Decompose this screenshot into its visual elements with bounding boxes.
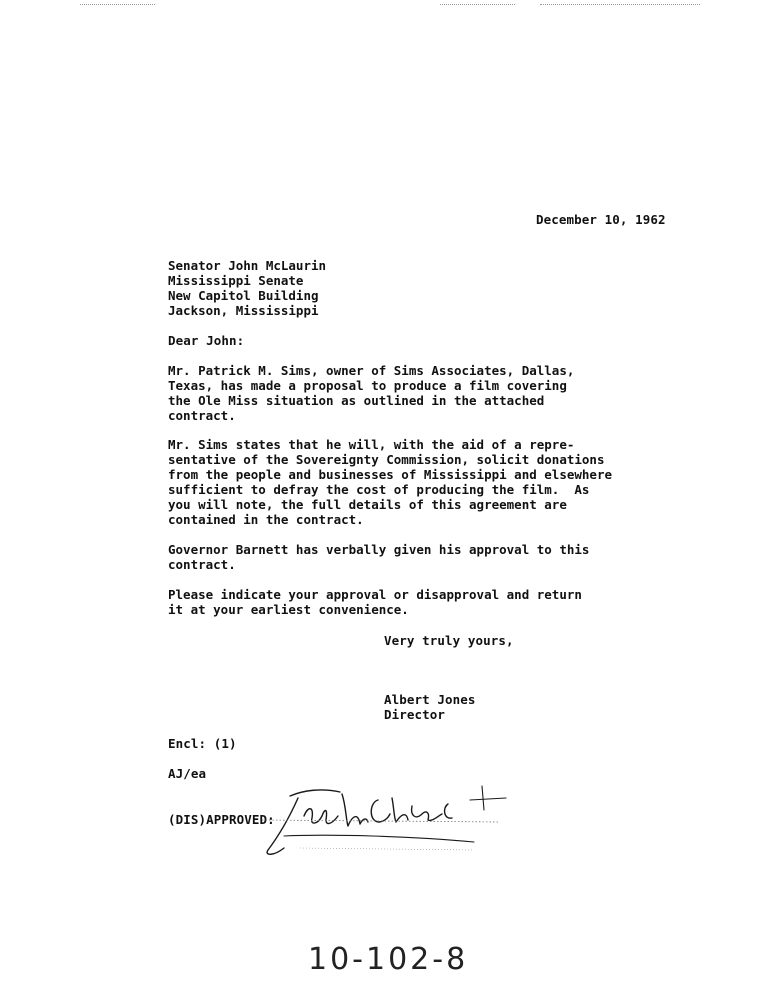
paragraph-line: contract. [168, 408, 236, 423]
body-paragraph-1 [168, 363, 574, 423]
body-paragraph-2 [168, 437, 612, 527]
recipient-address [168, 258, 326, 318]
address-line: Senator John McLaurin [168, 258, 327, 273]
scan-edge-mark [80, 4, 155, 6]
signer-title: Director [384, 707, 446, 722]
body-paragraph-3 [168, 542, 589, 572]
paragraph-line: sentative of the Sovereignty Commission, solicit donations [168, 452, 605, 467]
paragraph-line: you will note, the full details of this agreement are [168, 497, 567, 512]
closing: Very truly yours, [384, 633, 514, 648]
enclosure-note: Encl: (1) [168, 736, 237, 751]
paragraph-line: Texas, has made a proposal to produce a film covering [168, 378, 567, 393]
signer-name: Albert Jones [384, 692, 476, 707]
paragraph-line: it at your earliest convenience. [168, 602, 409, 617]
salutation: Dear John: [168, 333, 245, 348]
address-line: New Capitol Building [168, 288, 319, 303]
approval-label: (DIS)APPROVED: [168, 812, 275, 827]
paragraph-line: from the people and businesses of Mississippi and elsewhere [168, 467, 613, 482]
typist-initials: AJ/ea [168, 766, 207, 781]
body-paragraph-4 [168, 587, 582, 617]
paragraph-line: contained in the contract. [168, 512, 364, 527]
scan-edge-mark [540, 4, 700, 6]
handwritten-signature [260, 776, 520, 860]
paragraph-line: Please indicate your approval or disapproval and return [168, 587, 582, 602]
letter-date: December 10, 1962 [536, 212, 666, 227]
address-line: Jackson, Mississippi [168, 303, 319, 318]
scan-edge-mark [440, 4, 515, 6]
paragraph-line: sufficient to defray the cost of producing the film. As [168, 482, 590, 497]
paragraph-line: Mr. Patrick M. Sims, owner of Sims Associates, Dallas, [168, 363, 575, 378]
paragraph-line: Mr. Sims states that he will, with the aid of a repre- [168, 437, 575, 452]
paragraph-line: Governor Barnett has verbally given his approval to this [168, 542, 590, 557]
document-number: 10-102-8 [308, 942, 469, 977]
address-line: Mississippi Senate [168, 273, 304, 288]
paragraph-line: the Ole Miss situation as outlined in the attached [168, 393, 545, 408]
paragraph-line: contract. [168, 557, 236, 572]
